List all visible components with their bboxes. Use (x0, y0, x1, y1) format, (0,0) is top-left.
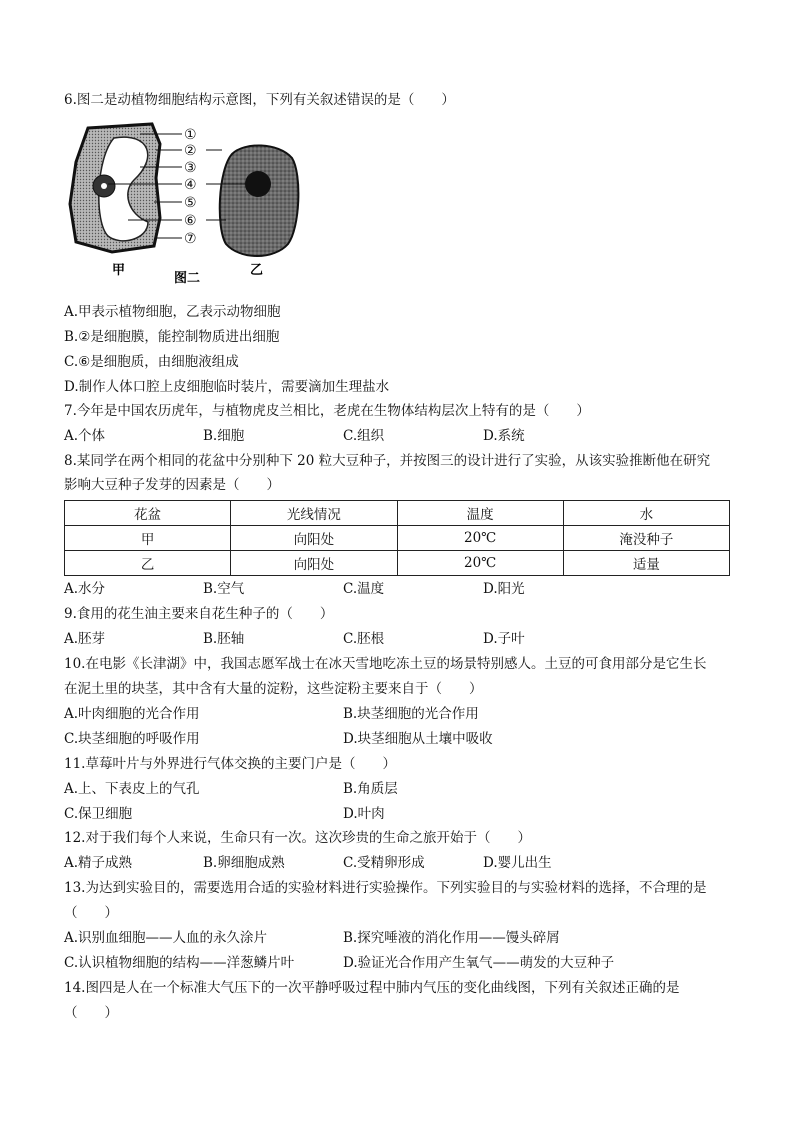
q10-option-c: C.块茎细胞的呼吸作用 (64, 731, 200, 747)
q12-options (64, 853, 744, 873)
marker-3: ③ (184, 160, 197, 176)
q12-option-d: D.婴儿出生 (483, 855, 552, 871)
q14-stem-line2: （ ） (64, 1005, 118, 1021)
q13-option-c: C.认识植物细胞的结构——洋葱鳞片叶 (64, 955, 295, 971)
q7-option-c: C.组织 (343, 428, 385, 444)
q7-stem: 7.今年是中国农历虎年，与植物虎皮兰相比，老虎在生物体结构层次上特有的是（ ） (64, 403, 590, 419)
q11-option-a: A.上、下表皮上的气孔 (64, 781, 200, 797)
q12-option-c: C.受精卵形成 (343, 855, 425, 871)
marker-1: ① (184, 127, 197, 143)
q11-options-row2 (64, 804, 744, 824)
table-row (65, 551, 730, 576)
marker-5: ⑤ (184, 195, 197, 211)
q6-option-c: C.⑥是细胞质，由细胞液组成 (64, 354, 239, 370)
table-header-row (65, 501, 730, 526)
q14-stem-line1: 14.图四是人在一个标准大气压下的一次平静呼吸过程中肺内气压的变化曲线图，下列有关叙述正确的是 (64, 980, 680, 996)
table-cell: 甲 (65, 526, 231, 551)
q10-stem-line2: 在泥土里的块茎，其中含有大量的淀粉，这些淀粉主要来自于（ ） (64, 681, 483, 697)
q7-options (64, 426, 744, 446)
q13-option-b: B.探究唾液的消化作用——馒头碎屑 (343, 930, 560, 946)
q8-stem-line2: 影响大豆种子发芽的因素是（ ） (64, 477, 280, 493)
label-jia: 甲 (112, 263, 126, 278)
q12-stem: 12.对于我们每个人来说，生命只有一次。这次珍贵的生命之旅开始于（ ） (64, 830, 531, 846)
table-cell: 20℃ (397, 526, 563, 551)
figure-caption: 图二 (174, 271, 201, 286)
q10-options-row1 (64, 704, 744, 724)
marker-7: ⑦ (184, 231, 197, 247)
q9-option-d: D.子叶 (483, 631, 525, 647)
marker-2: ② (184, 143, 197, 159)
marker-6: ⑥ (184, 213, 197, 229)
q8-option-c: C.温度 (343, 581, 385, 597)
q9-option-c: C.胚根 (343, 631, 385, 647)
q6-option-d: D.制作人体口腔上皮细胞临时装片，需要滴加生理盐水 (64, 379, 390, 395)
table-cell: 淹没种子 (563, 526, 729, 551)
q11-option-b: B.角质层 (343, 781, 398, 797)
q8-option-d: D.阳光 (483, 581, 525, 597)
animal-cell-membrane (220, 145, 299, 256)
q13-option-a: A.识别血细胞——人血的永久涂片 (64, 930, 268, 946)
table-cell: 乙 (65, 551, 231, 576)
q13-stem-line1: 13.为达到实验目的，需要选用合适的实验材料进行实验操作。下列实验目的与实验材料的选择，不合理的是 (64, 880, 707, 896)
q6-stem: 6.图二是动植物细胞结构示意图，下列有关叙述错误的是（ ） (64, 92, 455, 108)
q6-option-a: A.甲表示植物细胞，乙表示动物细胞 (64, 304, 281, 320)
q13-option-d: D.验证光合作用产生氧气——萌发的大豆种子 (343, 955, 615, 971)
q11-option-c: C.保卫细胞 (64, 806, 133, 822)
q9-option-a: A.胚芽 (64, 631, 106, 647)
q7-option-d: D.系统 (483, 428, 525, 444)
q9-option-b: B.胚轴 (203, 631, 245, 647)
q7-option-b: B.细胞 (203, 428, 245, 444)
table-header: 水 (563, 501, 729, 526)
q7-option-a: A.个体 (64, 428, 106, 444)
q13-options-row2 (64, 953, 744, 973)
q10-stem-line1: 10.在电影《长津湖》中，我国志愿军战士在冰天雪地吃冻土豆的场景特别感人。土豆的可食用部分是它生长 (64, 656, 707, 672)
table-cell: 向阳处 (231, 526, 397, 551)
table-row (65, 526, 730, 551)
q10-option-d: D.块茎细胞从土壤中吸收 (343, 731, 493, 747)
q11-stem: 11.草莓叶片与外界进行气体交换的主要门户是（ ） (64, 756, 396, 772)
q8-option-a: A.水分 (64, 581, 106, 597)
cell-diagram (64, 118, 308, 292)
q13-stem-line2: （ ） (64, 905, 118, 921)
q10-option-b: B.块茎细胞的光合作用 (343, 706, 479, 722)
table-header: 光线情况 (231, 501, 397, 526)
table-cell: 向阳处 (231, 551, 397, 576)
q6-option-b: B.②是细胞膜，能控制物质进出细胞 (64, 329, 280, 345)
cell-structure-figure (64, 118, 308, 292)
q13-options-row1 (64, 928, 744, 948)
q11-option-d: D.叶肉 (343, 806, 385, 822)
q12-option-a: A.精子成熟 (64, 855, 133, 871)
table-header: 温度 (397, 501, 563, 526)
q10-options-row2 (64, 729, 744, 749)
q8-option-b: B.空气 (203, 581, 245, 597)
table-header: 花盆 (65, 501, 231, 526)
q12-option-b: B.卵细胞成熟 (203, 855, 285, 871)
label-yi: 乙 (250, 263, 264, 278)
q9-options (64, 629, 744, 649)
q8-options (64, 579, 744, 599)
table-cell: 20℃ (397, 551, 563, 576)
q9-stem: 9.食用的花生油主要来自花生种子的（ ） (64, 606, 334, 622)
q8-stem-line1: 8.某同学在两个相同的花盆中分别种下 20 粒大豆种子，并按图三的设计进行了实验，从该实验推断他在研究 (64, 453, 711, 469)
q11-options-row1 (64, 779, 744, 799)
experiment-table (64, 500, 730, 576)
marker-4: ④ (184, 177, 197, 193)
q10-option-a: A.叶肉细胞的光合作用 (64, 706, 200, 722)
table-cell: 适量 (563, 551, 729, 576)
